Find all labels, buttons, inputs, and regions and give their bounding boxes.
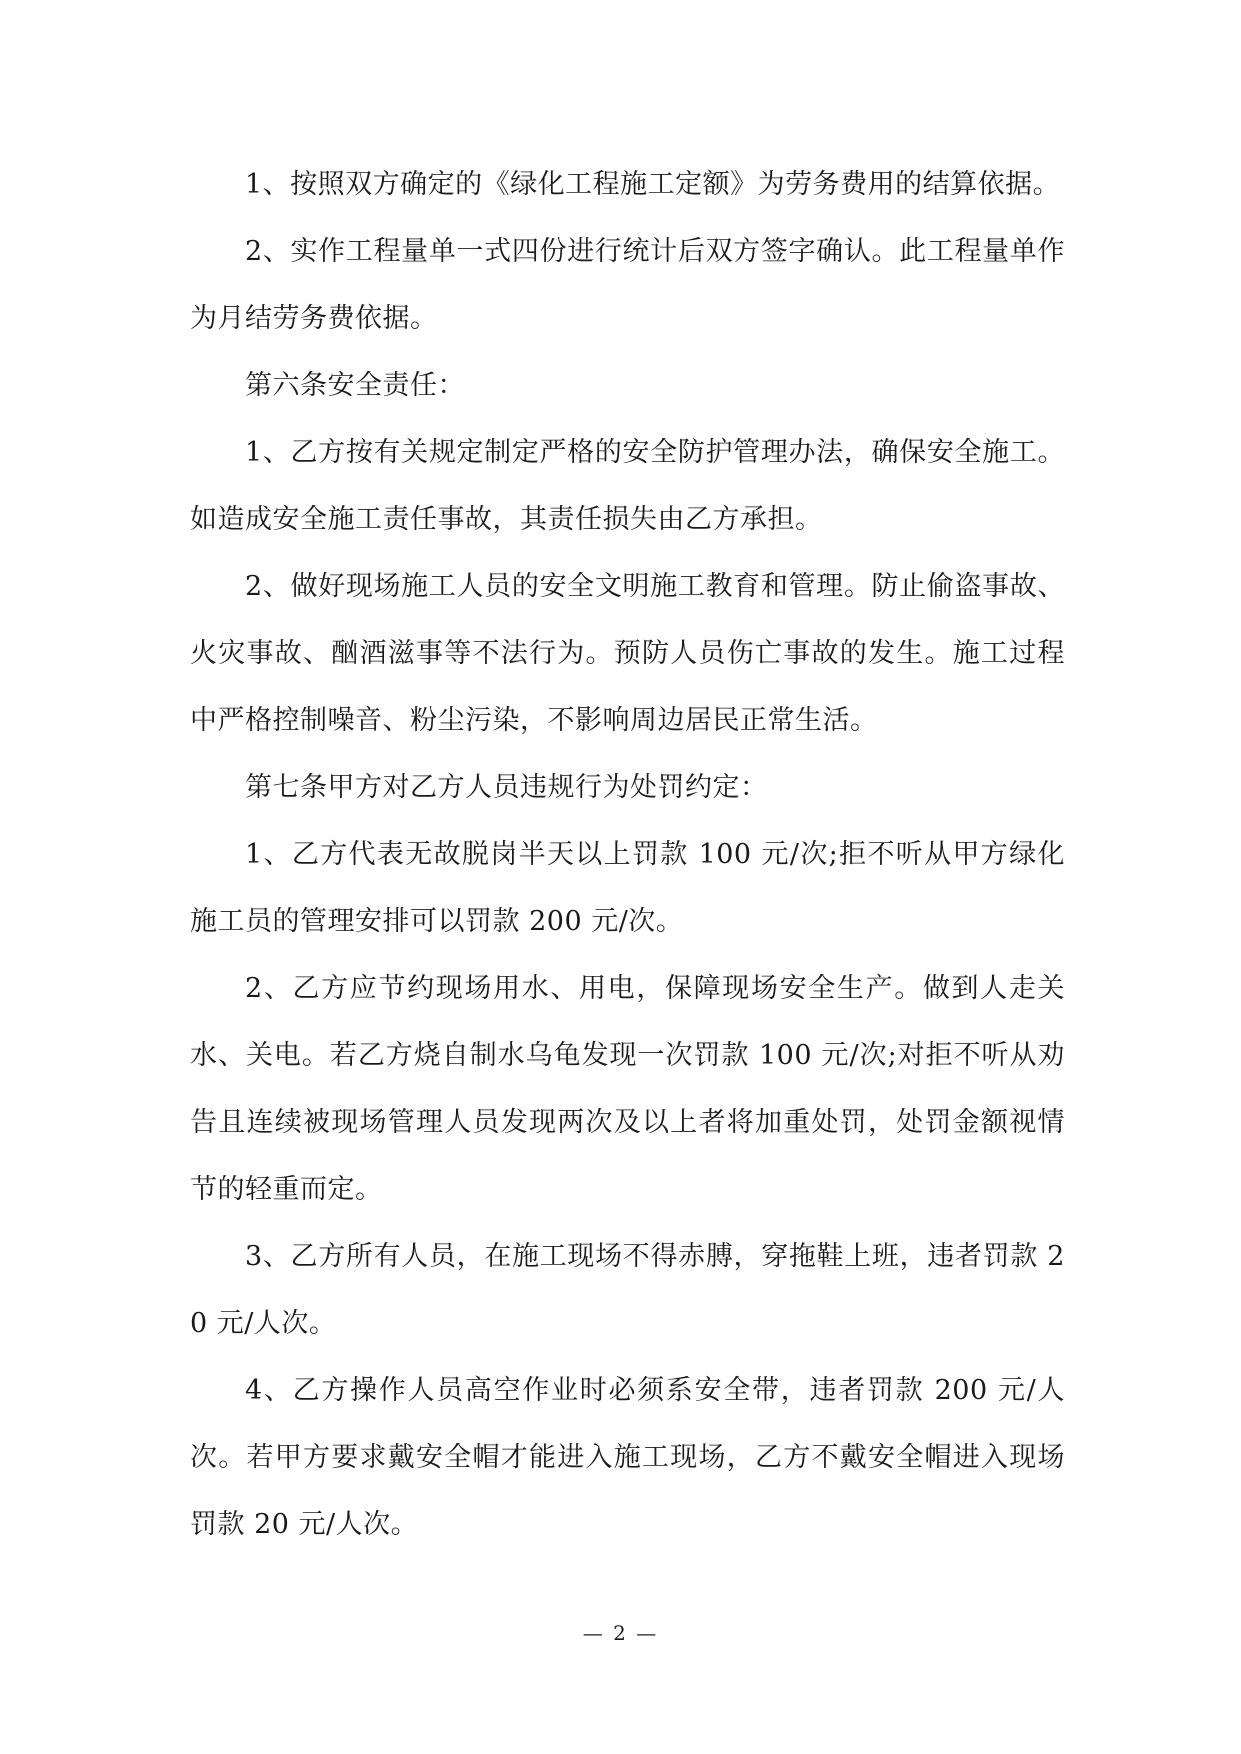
paragraph-penalty-safety-gear: 4、乙方操作人员高空作业时必须系安全带，违者罚款 200 元/人次。若甲方要求戴安全帽才能进入施工现场，乙方不戴安全帽进入现场罚款 20 元/人次。 bbox=[190, 1375, 1065, 1540]
paragraph-quantity-sheet: 2、实作工程量单一式四份进行统计后双方签字确认。此工程量单作为月结劳务费依据。 bbox=[190, 236, 1065, 334]
paragraph-safety-education: 2、做好现场施工人员的安全文明施工教育和管理。防止偷盗事故、火灾事故、酗酒滋事等不法行为。预防人员伤亡事故的发生。施工过程中严格控制噪音、粉尘污染，不影响周边居民正常生活。 bbox=[190, 571, 1065, 736]
paragraph-penalty-absence: 1、乙方代表无故脱岗半天以上罚款 100 元/次;拒不听从甲方绿化施工员的管理安排可以罚款 200 元/次。 bbox=[190, 839, 1065, 937]
paragraph-penalty-dress: 3、乙方所有人员，在施工现场不得赤膊，穿拖鞋上班，违者罚款 20 元/人次。 bbox=[190, 1241, 1065, 1339]
page-number: — 2 — bbox=[582, 1621, 659, 1645]
heading-article-7: 第七条甲方对乙方人员违规行为处罚约定： bbox=[245, 772, 768, 803]
paragraph-settlement-basis: 1、按照双方确定的《绿化工程施工定额》为劳务费用的结算依据。 bbox=[245, 169, 1061, 200]
document-body bbox=[190, 151, 1065, 1558]
paragraph-safety-measures: 1、乙方按有关规定制定严格的安全防护管理办法，确保安全施工。如造成安全施工责任事故，其责任损失由乙方承担。 bbox=[190, 437, 1065, 535]
paragraph-penalty-utilities: 2、乙方应节约现场用水、用电，保障现场安全生产。做到人走关水、关电。若乙方烧自制水乌龟发现一次罚款 100 元/次;对拒不听从劝告且连续被现场管理人员发现两次及以上者将加重处罚，处罚金额视情节的轻重而定。 bbox=[190, 973, 1065, 1205]
heading-article-6: 第六条安全责任： bbox=[245, 370, 465, 401]
